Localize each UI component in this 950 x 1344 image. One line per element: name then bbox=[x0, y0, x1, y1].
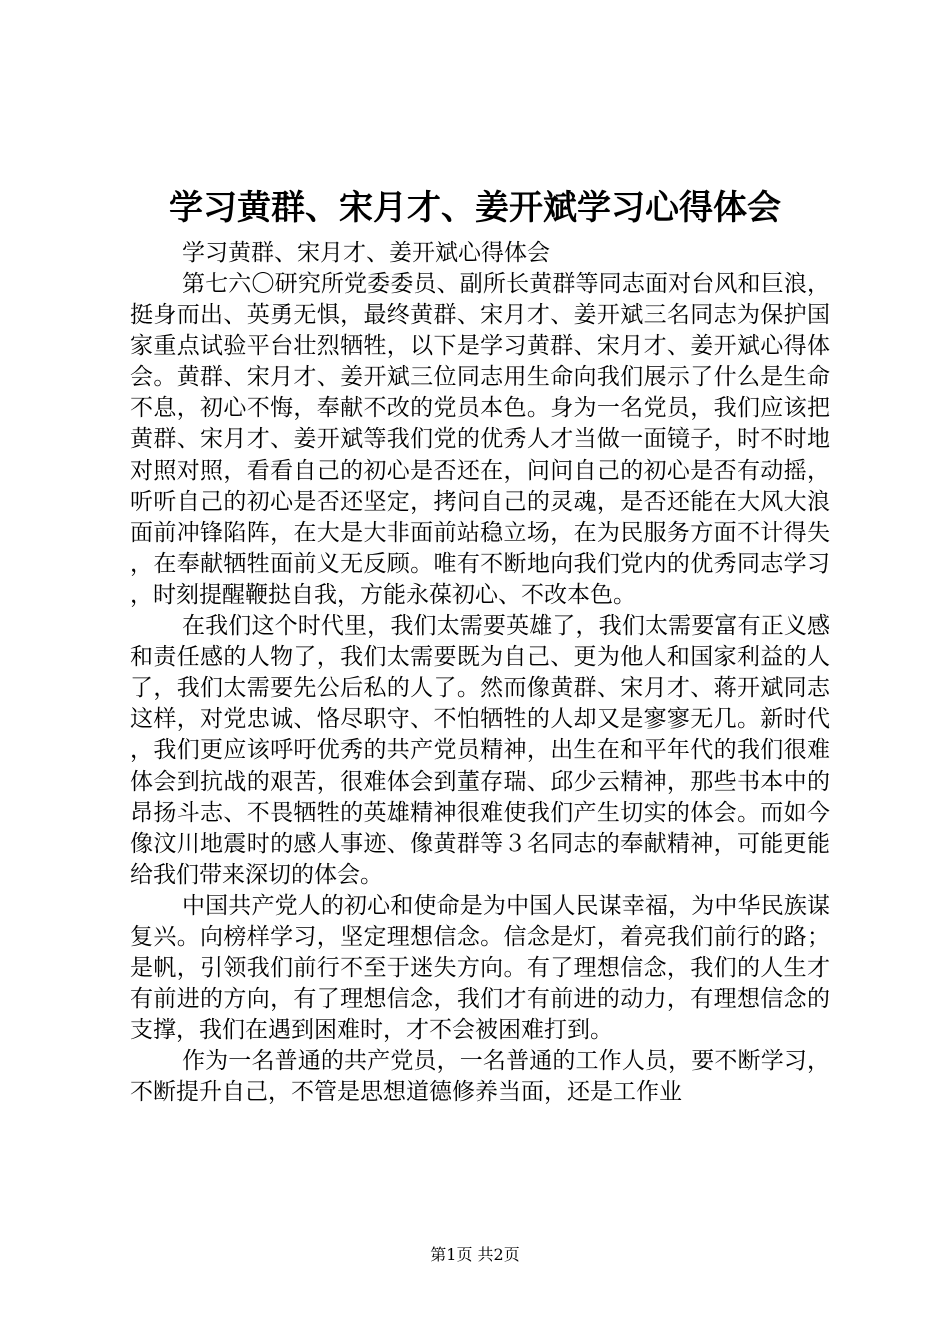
page-number-footer: 第1页 共2页 bbox=[430, 1245, 520, 1264]
paragraph-1: 第七六〇研究所党委委员、副所长黄群等同志面对台风和巨浪，挺身而出、英勇无惧，最终黄群、宋月才、姜开斌三名同志为保护国家重点试验平台壮烈牺牲，以下是学习黄群、宋月才、姜开斌心得体会。黄群、宋月才、姜开斌三位同志用生命向我们展示了什么是生命不息，初心不悔，奉献不改的党员本色。身为一名党员，我们应该把黄群、宋月才、姜开斌等我们党的优秀人才当做一面镜子，时不时地对照对照，看看自己的初心是否还在，问问自己的初心是否有动摇，听听自己的初心是否还坚定，拷问自己的灵魂，是否还能在大风大浪面前冲锋陷阵，在大是大非面前站稳立场，在为民服务方面不计得失，在奉献牺牲面前义无反顾。唯有不断地向我们党内的优秀同志学习，时刻提醒鞭挞自我，方能永葆初心、不改本色。 bbox=[130, 271, 830, 608]
paragraph-2: 在我们这个时代里，我们太需要英雄了，我们太需要富有正义感和责任感的人物了，我们太需要既为自己、更为他人和国家利益的人了，我们太需要先公后私的人了。然而像黄群、宋月才、蒋开斌同志这样，对党忠诚、恪尽职守、不怕牺牲的人却又是寥寥无几。新时代，我们更应该呼吁优秀的共产党员精神，出生在和平年代的我们很难体会到抗战的艰苦，很难体会到董存瑞、邱少云精神，那些书本中的昂扬斗志、不畏牺牲的英雄精神很难使我们产生切实的体会。而如今像汶川地震时的感人事迹、像黄群等３名同志的奉献精神，可能更能给我们带来深切的体会。 bbox=[130, 613, 830, 888]
paragraph-3: 中国共产党人的初心和使命是为中国人民谋幸福，为中华民族谋复兴。向榜样学习，坚定理想信念。信念是灯，着亮我们前行的路；是帆，引领我们前行不至于迷失方向。有了理想信念，我们的人生才有前进的方向，有了理想信念，我们才有前进的动力，有理想信念的支撑，我们在遇到困难时，才不会被困难打到。 bbox=[130, 892, 830, 1044]
document-title: 学习黄群、宋月才、姜开斌学习心得体会 bbox=[169, 188, 781, 228]
paragraph-4: 作为一名普通的共产党员，一名普通的工作人员，要不断学习，不断提升自己，不管是思想道德修养当面，还是工作业 bbox=[130, 1048, 830, 1106]
document-body bbox=[130, 269, 830, 1109]
document-subtitle: 学习黄群、宋月才、姜开斌心得体会 bbox=[182, 240, 550, 266]
